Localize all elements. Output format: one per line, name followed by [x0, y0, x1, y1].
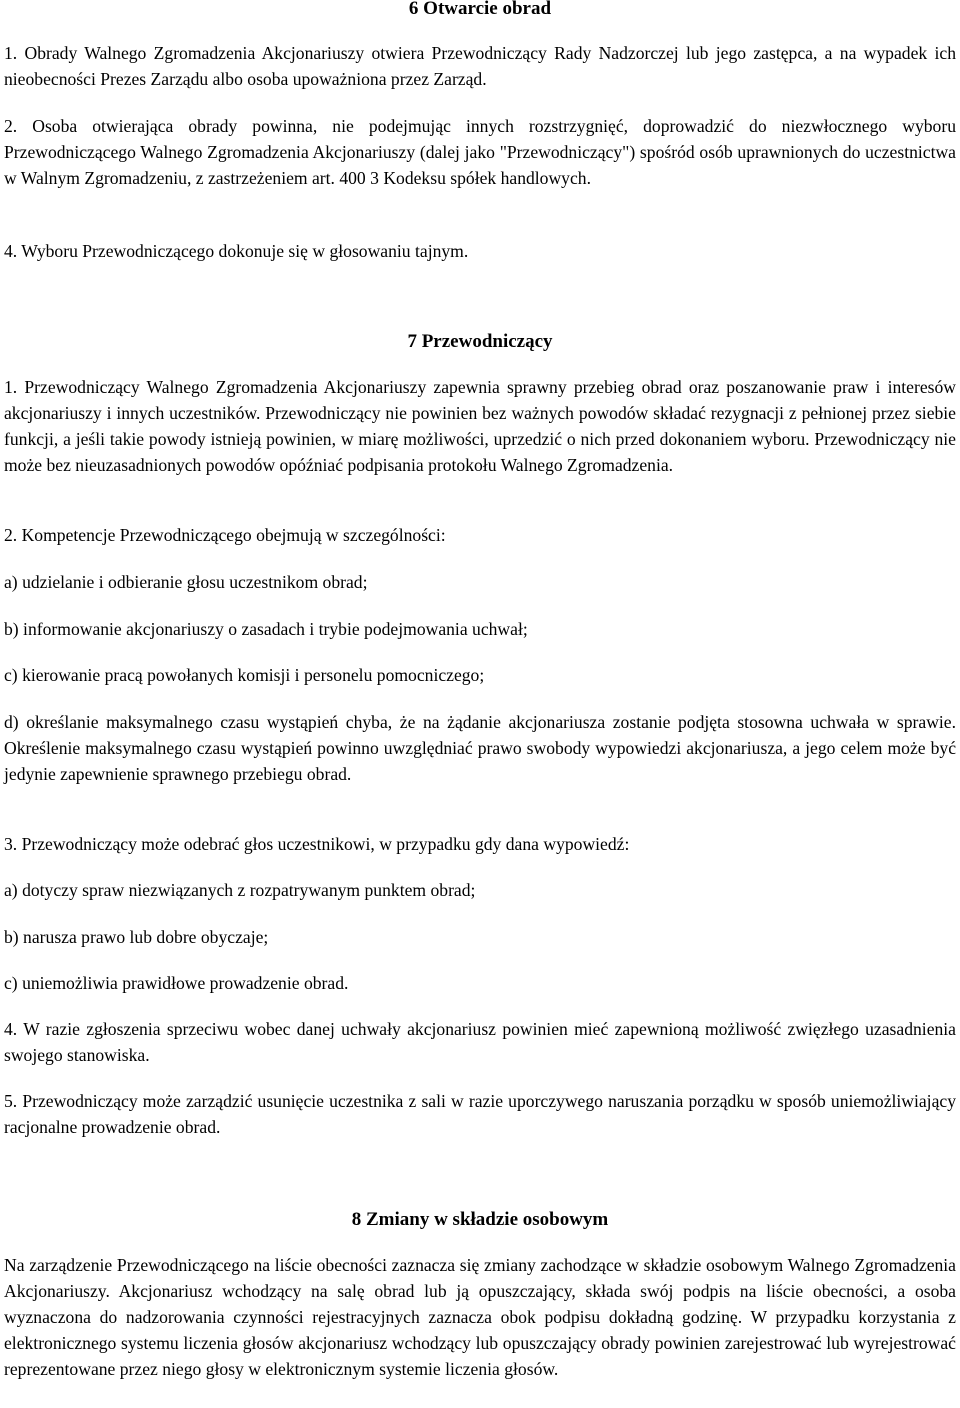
section-heading-8: 8 Zmiany w składzie osobowym	[351, 1209, 609, 1230]
paragraph-7-1: 1. Przewodniczący Walnego Zgromadzenia Akcjonariuszy zapewnia sprawny przebieg obrad oraz poszanowanie praw i interesów akcjonariuszy i innych uczestników. Przewodniczący nie powinien bez ważnych powodów składać rezygnacji z pełnionej przez siebie funkcji, a jeśli takie powody istnieją powinien, w miarę możliwości, uprzedzić o nich przed dokonaniem wyboru. Przewodniczący nie może bez nieuzasadnionych powodów opóźniać podpisania protokołu Walnego Zgromadzenia.	[4, 377, 956, 475]
paragraph-7-3: 3. Przewodniczący może odebrać głos uczestnikowi, w przypadku gdy dana wypowiedź:	[4, 834, 630, 854]
paragraph-6-1: 1. Obrady Walnego Zgromadzenia Akcjonariuszy otwiera Przewodniczący Rady Nadzorczej lub jego zastępca, a na wypadek ich nieobecności Prezes Zarządu albo osoba upoważniona przez Zarząd.	[4, 43, 956, 89]
list-item-7-2b: b) informowanie akcjonariuszy o zasadach i trybie podejmowania uchwał;	[4, 619, 528, 639]
paragraph-8: Na zarządzenie Przewodniczącego na liście obecności zaznacza się zmiany zachodzące w składzie osobowym Walnego Zgromadzenia Akcjonariuszy. Akcjonariusz wchodzący na salę obrad lub ją opuszczający, składa swój podpis na liście obecności, a osoba wyznaczona do nadzorowania czynności rejestracyjnych zaznacza obok podpisu dokładną godzinę. W przypadku korzystania z elektronicznego systemu liczenia głosów akcjonariusz wchodzący lub opuszczający obrady powinien zarejestrować lub wyrejestrować reprezentowane przez niego głosy w elektronicznym systemie liczenia głosów.	[4, 1255, 956, 1379]
list-item-7-2c: c) kierowanie pracą powołanych komisji i personelu pomocniczego;	[4, 665, 485, 685]
paragraph-7-4: 4. W razie zgłoszenia sprzeciwu wobec danej uchwały akcjonariusz powinien mieć zapewnioną możliwość zwięzłego uzasadnienia swojego stanowiska.	[4, 1019, 956, 1065]
list-item-7-3c: c) uniemożliwia prawidłowe prowadzenie obrad.	[4, 973, 349, 993]
paragraph-6-4: 4. Wyboru Przewodniczącego dokonuje się w głosowaniu tajnym.	[4, 241, 469, 261]
section-heading-7: 7 Przewodniczący	[407, 331, 553, 352]
section-heading-6: 6 Otwarcie obrad	[408, 0, 552, 19]
list-item-7-3a: a) dotyczy spraw niezwiązanych z rozpatrywanym punktem obrad;	[4, 880, 476, 900]
list-item-7-3b: b) narusza prawo lub dobre obyczaje;	[4, 927, 269, 947]
list-item-7-2d: d) określanie maksymalnego czasu wystąpień chyba, że na żądanie akcjonariusza zostanie podjęta stosowna uchwała w sprawie. Określenie maksymalnego czasu wystąpień powinno uwzględniać prawo swobody wypowiedzi akcjonariusza, a jego celem może być jedynie zapewnienie sprawnego przebiegu obrad.	[4, 712, 956, 784]
paragraph-7-5: 5. Przewodniczący może zarządzić usunięcie uczestnika z sali w razie uporczywego naruszania porządku w sposób uniemożliwiający racjonalne prowadzenie obrad.	[4, 1091, 956, 1137]
paragraph-6-2: 2. Osoba otwierająca obrady powinna, nie podejmując innych rozstrzygnięć, doprowadzić do niezwłocznego wyboru Przewodniczącego Walnego Zgromadzenia Akcjonariuszy (dalej jako "Przewodniczący") spośród osób uprawnionych do uczestnictwa w Walnym Zgromadzeniu, z zastrzeżeniem art. 400 3 Kodeksu spółek handlowych.	[4, 116, 956, 188]
paragraph-7-2: 2. Kompetencje Przewodniczącego obejmują w szczególności:	[4, 525, 446, 545]
list-item-7-2a: a) udzielanie i odbieranie głosu uczestnikom obrad;	[4, 572, 368, 592]
